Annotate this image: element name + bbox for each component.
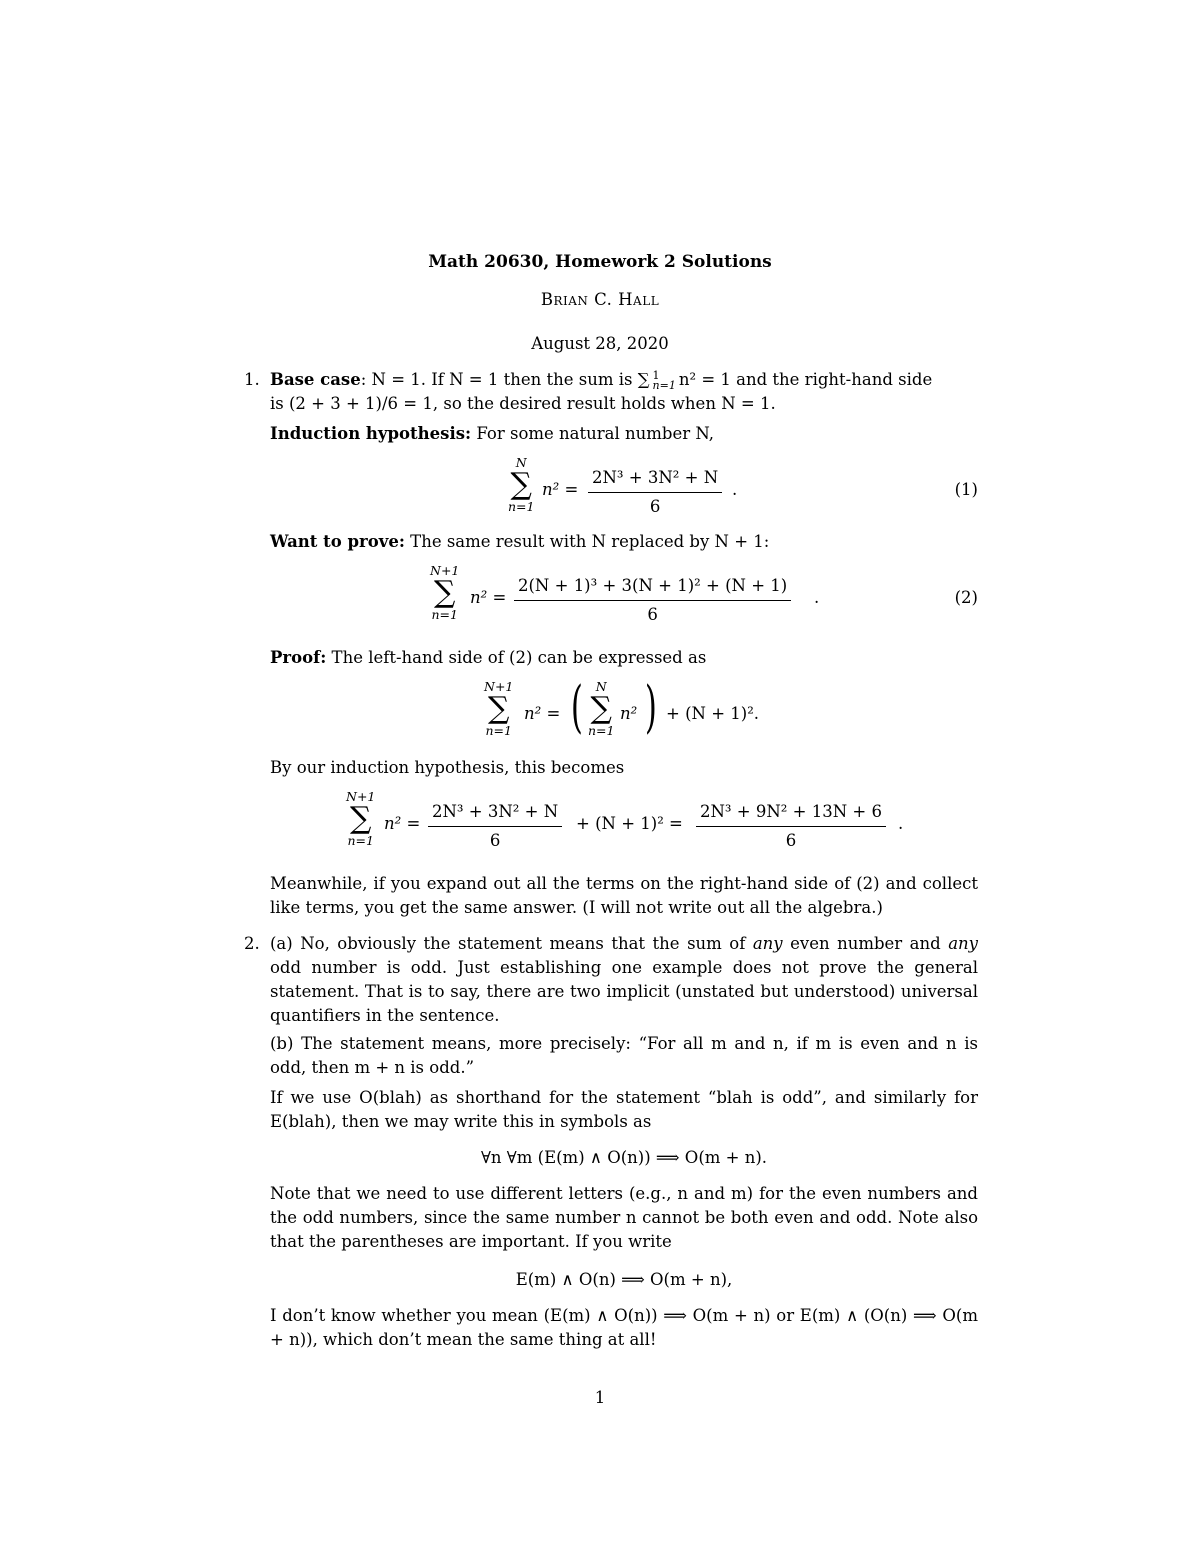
- equation-4-middle: + (N + 1)² =: [576, 814, 683, 833]
- document-title: Math 20630, Homework 2 Solutions: [428, 252, 772, 272]
- symbols-paragraph: If we use O(blah) as shorthand for the statement “blah is odd”, and similarly for E(blah), then we may write this in symbols as: [270, 1088, 978, 1131]
- base-case-line-2: is (2 + 3 + 1)/6 = 1, so the desired result holds when N = 1.: [270, 394, 776, 413]
- equation-2: N+1 ∑ n=1 n² = $\frac{\text{2(N + 1)³ + 3(N + 1)² + (N + 1)}}{6}$ . (2): [270, 564, 978, 634]
- equation-2-lhs: n² =: [470, 588, 507, 607]
- want-to-prove: [270, 530, 978, 554]
- equation-3: N+1 ∑ n=1 n² = ( N ∑ n=1 n² ) + (N + 1)².: [484, 675, 760, 740]
- part-b-paragraph: (b) The statement means, more precisely: “For all m and n, if m is even and n is odd, then m + n is odd.”: [270, 1034, 978, 1077]
- problem-2-number: 2.: [244, 934, 260, 953]
- equation-3-lhs: n² =: [524, 704, 561, 723]
- hypothesis-text: For some natural number N,: [471, 424, 714, 443]
- sum-symbol-inner: N ∑ n=1: [588, 679, 615, 738]
- equation-5: ∀n ∀m (E(m) ∧ O(n)) ⟹ O(m + n).: [480, 1148, 768, 1167]
- base-case-text-a: : N = 1. If N = 1 then the sum is ∑: [360, 370, 650, 389]
- base-case-label: Base case: [270, 370, 361, 389]
- equation-3-tail: + (N + 1)².: [666, 704, 760, 723]
- hypothesis-label: Induction hypothesis:: [270, 424, 472, 443]
- page-number: 1: [594, 1388, 606, 1407]
- equation-4-fraction-2: $\frac{\text{2N³ + 9N² + 13N + 6}}{6}$: [696, 800, 886, 853]
- sum-symbol: N+1 ∑ n=1: [430, 563, 460, 622]
- equation-4-fraction-1: $\frac{\text{2N³ + 3N² + N}}{6}$: [428, 800, 562, 853]
- base-sum-sup: 1: [652, 368, 660, 382]
- equation-2-fraction: $\frac{\text{2(N + 1)³ + 3(N + 1)² + (N + 1)}}{6}$: [514, 574, 791, 627]
- document-date: August 28, 2020: [531, 334, 669, 353]
- equation-2-tag: (2): [954, 588, 978, 607]
- sum-symbol: N+1 ∑ n=1: [484, 679, 514, 738]
- base-case-text-b: n² = 1 and the right-hand side: [678, 370, 933, 389]
- any-emphasis: any: [752, 934, 783, 953]
- proof-text: The left-hand side of (2) can be expressed as: [326, 648, 707, 667]
- equation-1-lhs: n² =: [542, 480, 579, 499]
- equation-4: N+1 ∑ n=1 n² = $\frac{\text{2N³ + 3N² + N}}{6}$ + (N + 1)² = $\frac{\text{2N³ + 9N² + 13N + 6}}{6}$ .: [270, 790, 978, 860]
- meanwhile-paragraph: Meanwhile, if you expand out all the terms on the right-hand side of (2) and collect like terms, you get the same answer. (I will not write out all the algebra.): [270, 874, 978, 917]
- note-paragraph: Note that we need to use different letters (e.g., n and m) for the even numbers and the odd numbers, since the same number n cannot be both even and odd. Note also that the parentheses are important. If you write: [270, 1184, 978, 1251]
- any-emphasis: any: [948, 934, 978, 953]
- sum-symbol: N ∑ n=1: [508, 455, 535, 514]
- document-author: Brian C. Hall: [540, 290, 660, 309]
- want-label: Want to prove:: [270, 532, 405, 551]
- equation-6: E(m) ∧ O(n) ⟹ O(m + n),: [515, 1270, 733, 1289]
- problem-1-number: 1.: [244, 370, 260, 389]
- equation-4-lhs: n² =: [384, 814, 421, 833]
- equation-3-inner: n²: [620, 704, 638, 723]
- closing-paragraph: I don’t know whether you mean (E(m) ∧ O(n)) ⟹ O(m + n) or E(m) ∧ (O(n) ⟹ O(m + n)), which don’t mean the same thing at all!: [270, 1306, 978, 1349]
- equation-1: N ∑ n=1 n² = $\frac{\text{2N³ + 3N² + N}}{6}$ . (1): [270, 456, 978, 526]
- proof-label: Proof:: [270, 648, 327, 667]
- part-a-paragraph: (a) No, obviously the statement means that the sum of any even number and any odd number is odd. Just establishing one example does not prove the general statement. That is to say, there are two implicit (unstated but understood) universal quantifiers in the sentence.: [270, 934, 978, 1025]
- base-sum-sub: n=1: [652, 378, 676, 392]
- induction-hypothesis: [270, 422, 978, 446]
- by-hypothesis-text: By our induction hypothesis, this becomes: [270, 758, 625, 777]
- sum-symbol: N+1 ∑ n=1: [346, 789, 376, 848]
- equation-1-fraction: $\frac{\text{2N³ + 3N² + N}}{6}$: [588, 466, 722, 519]
- proof-intro: [270, 646, 978, 670]
- base-case-paragraph: [270, 368, 978, 416]
- want-text: The same result with N replaced by N + 1:: [404, 532, 770, 551]
- equation-1-tag: (1): [954, 480, 978, 499]
